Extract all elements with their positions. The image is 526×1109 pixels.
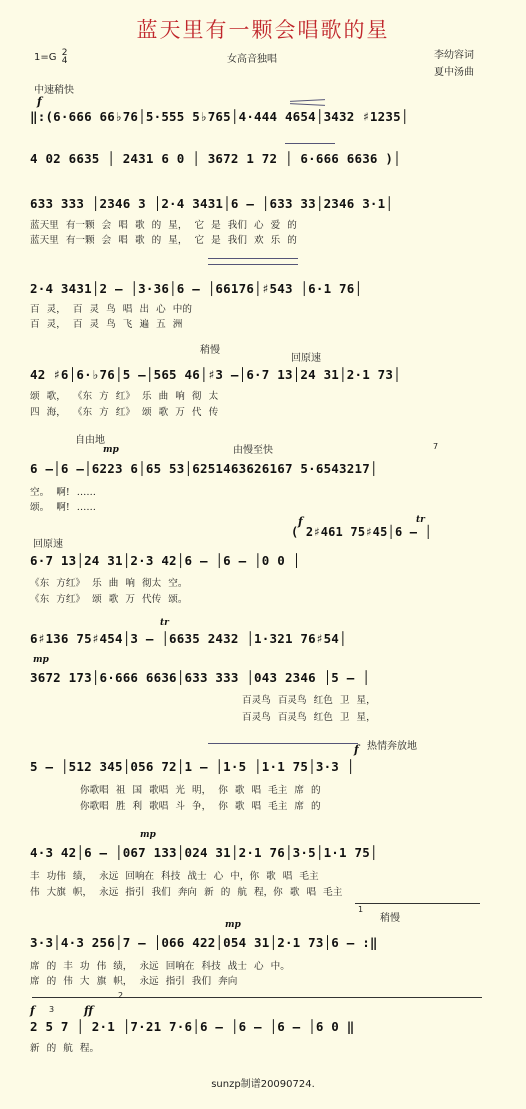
lyrics-line-3a: 蓝天里 有一颗 会 唱 歌 的 星， 它 是 我们 心 爱 的 (30, 220, 297, 231)
marking-slower-2: 稍慢 (380, 913, 400, 924)
marking-free: 自由地 (75, 435, 105, 446)
transcriber-credit: sunzp制谱20090724. (211, 1079, 315, 1090)
marking-passionate: 热情奔放地 (367, 741, 417, 752)
time-signature (62, 49, 68, 65)
key-signature (34, 49, 67, 65)
lyrics-line-10b: 你歌唱 胜 利 歌唱 斗 争， 你 歌 唱 毛主 席 的 (80, 801, 321, 812)
lyrics-line-5b: 四 海， 《东 方 红》 颂 歌 万 代 传 (30, 407, 219, 418)
dynamic-mp-4: mp (225, 920, 241, 930)
lyricist: 李幼容词 (434, 50, 474, 61)
tempo-marking: 中速稍快 (34, 85, 74, 96)
lyrics-line-4a: 百 灵， 百 灵 鸟 唱 出 心 中的 (30, 304, 192, 315)
tuplet-three: 3 (49, 1005, 55, 1014)
notation-line-13: 2 5 7 │ 2·1 │7·21 7·6│6 – │6 – │6 – │6 0 ‖ (30, 1019, 355, 1034)
notation-line-1: ‖:(6·666 66♭76│5·555 5♭765│4·444 4654│3432 ♯1235│ (30, 109, 409, 124)
notation-line-9: 3672 173│6·666 6636│633 333 │043 2346 │5 – │ (30, 670, 370, 685)
key-label: 1=G (34, 52, 57, 63)
notation-line-7: 6·7 13│24 31│2·3 42│6 – │6 – │0 0 │ (30, 553, 301, 568)
lyrics-line-6a: 空。 啊! …… (30, 487, 96, 498)
tuplet-seven: 7 (433, 442, 439, 451)
lyrics-line-11b: 伟 大旗 帜， 永远 指引 我们 奔向 新 的 航 程，你 歌 唱 毛主 (30, 887, 343, 898)
lyrics-line-13a: 新 的 航 程。 (30, 1043, 100, 1054)
tuplet-two: 2 (118, 991, 124, 1000)
lyrics-line-12a: 席 的 丰 功 伟 绩， 永远 回响在 科技 战士 心 中。 (30, 961, 290, 972)
notation-line-8: 6♯136 75♯454│3 – │6635 2432 │1·321 76♯54│ (30, 631, 347, 646)
trill-mark-2: tr (160, 618, 169, 628)
lyrics-line-7a: 《东 方红》 乐 曲 响 彻太 空。 (30, 578, 188, 589)
marking-a-tempo: 回原速 (291, 353, 321, 364)
notation-line-6: 6 –│6 –│6223 6│65 53│6251463626167 5·6543217│ (30, 461, 378, 476)
dynamic-mp-2: mp (33, 655, 49, 665)
lyrics-line-9b: 百灵鸟 百灵鸟 红色 卫 星， (242, 712, 376, 723)
lyrics-line-7b: 《东 方红》 颂 歌 万 代传 颂。 (30, 594, 188, 605)
notation-line-5: 42 ♯6│6·♭76│5 –│565 46│♯3 –│6·7 13│24 31│2·1 73│ (30, 367, 401, 382)
dynamic-f: f (37, 95, 42, 108)
crescendo-hairpin (290, 99, 325, 102)
dynamic-ff: ff (84, 1004, 94, 1017)
marking-a-tempo-2: 回原速 (33, 539, 63, 550)
crescendo-hairpin-2b (208, 264, 298, 265)
lyrics-line-10a: 你歌唱 祖 国 歌唱 光 明， 你 歌 唱 毛主 席 的 (80, 785, 321, 796)
dynamic-f-4: f (30, 1004, 35, 1017)
lyrics-line-9a: 百灵鸟 百灵鸟 红色 卫 星， (242, 695, 376, 706)
dynamic-f-2: f (298, 515, 303, 528)
composer: 夏中汤曲 (434, 67, 474, 78)
time-top: 2 (61, 48, 68, 58)
performance-type: 女高音独唱 (227, 54, 277, 65)
decrescendo-hairpin (285, 143, 335, 144)
lyrics-line-12b: 席 的 伟 大 旗 帜， 永远 指引 我们 奔向 (30, 976, 238, 987)
lyrics-line-5a: 颂 歌， 《东 方 红》 乐 曲 响 彻 太 (30, 391, 219, 402)
notation-line-12: 3·3│4·3 256│7 – │066 422│054 31│2·1 73│6 – :‖ (30, 935, 378, 950)
notation-line-4: 2·4 3431│2 – │3·36│6 – │66176│♯543 │6·1 76│ (30, 281, 363, 296)
song-title: 蓝天里有一颗会唱歌的星 (136, 18, 390, 42)
crescendo-hairpin-3 (208, 743, 358, 744)
notation-line-2: 4 02 6635 │ 2431 6 0 │ 3672 1 72 │ 6·666 6636 )│ (30, 151, 401, 166)
inline-fragment: ( 2♯461 75♯45│6 – │ (291, 525, 433, 539)
lyrics-line-11a: 丰 功伟 绩， 永远 回响在 科技 战士 心 中，你 歌 唱 毛主 (30, 871, 319, 882)
volta-1: 1 (358, 905, 364, 914)
marking-slower: 稍慢 (200, 345, 220, 356)
notation-line-3: 633 333 │2346 3 │2·4 3431│6 – │633 33│2346 3·1│ (30, 196, 394, 211)
lyrics-line-3b: 蓝天里 有一颗 会 唱 歌 的 星， 它 是 我们 欢 乐 的 (30, 235, 297, 246)
time-bottom: 4 (61, 56, 68, 66)
crescendo-hairpin-b (290, 103, 325, 106)
trill-mark: tr (416, 515, 425, 525)
lyrics-line-6b: 颂。 啊! …… (30, 502, 96, 513)
dynamic-mp: mp (103, 445, 119, 455)
notation-line-10: 5 – │512 345│056 72│1 – │1·5 │1·1 75│3·3 │ (30, 759, 355, 774)
notation-line-11: 4·3 42│6 – │067 133│024 31│2·1 76│3·5│1·1 75│ (30, 845, 378, 860)
marking-slow-to-fast: 由慢至快 (233, 445, 273, 456)
crescendo-hairpin-2 (208, 258, 298, 259)
volta-bracket-2 (32, 997, 482, 998)
lyrics-line-4b: 百 灵， 百 灵 鸟 飞 遍 五 洲 (30, 319, 183, 330)
dynamic-f-3: f (354, 743, 359, 756)
volta-bracket (355, 903, 480, 904)
dynamic-mp-3: mp (140, 830, 156, 840)
